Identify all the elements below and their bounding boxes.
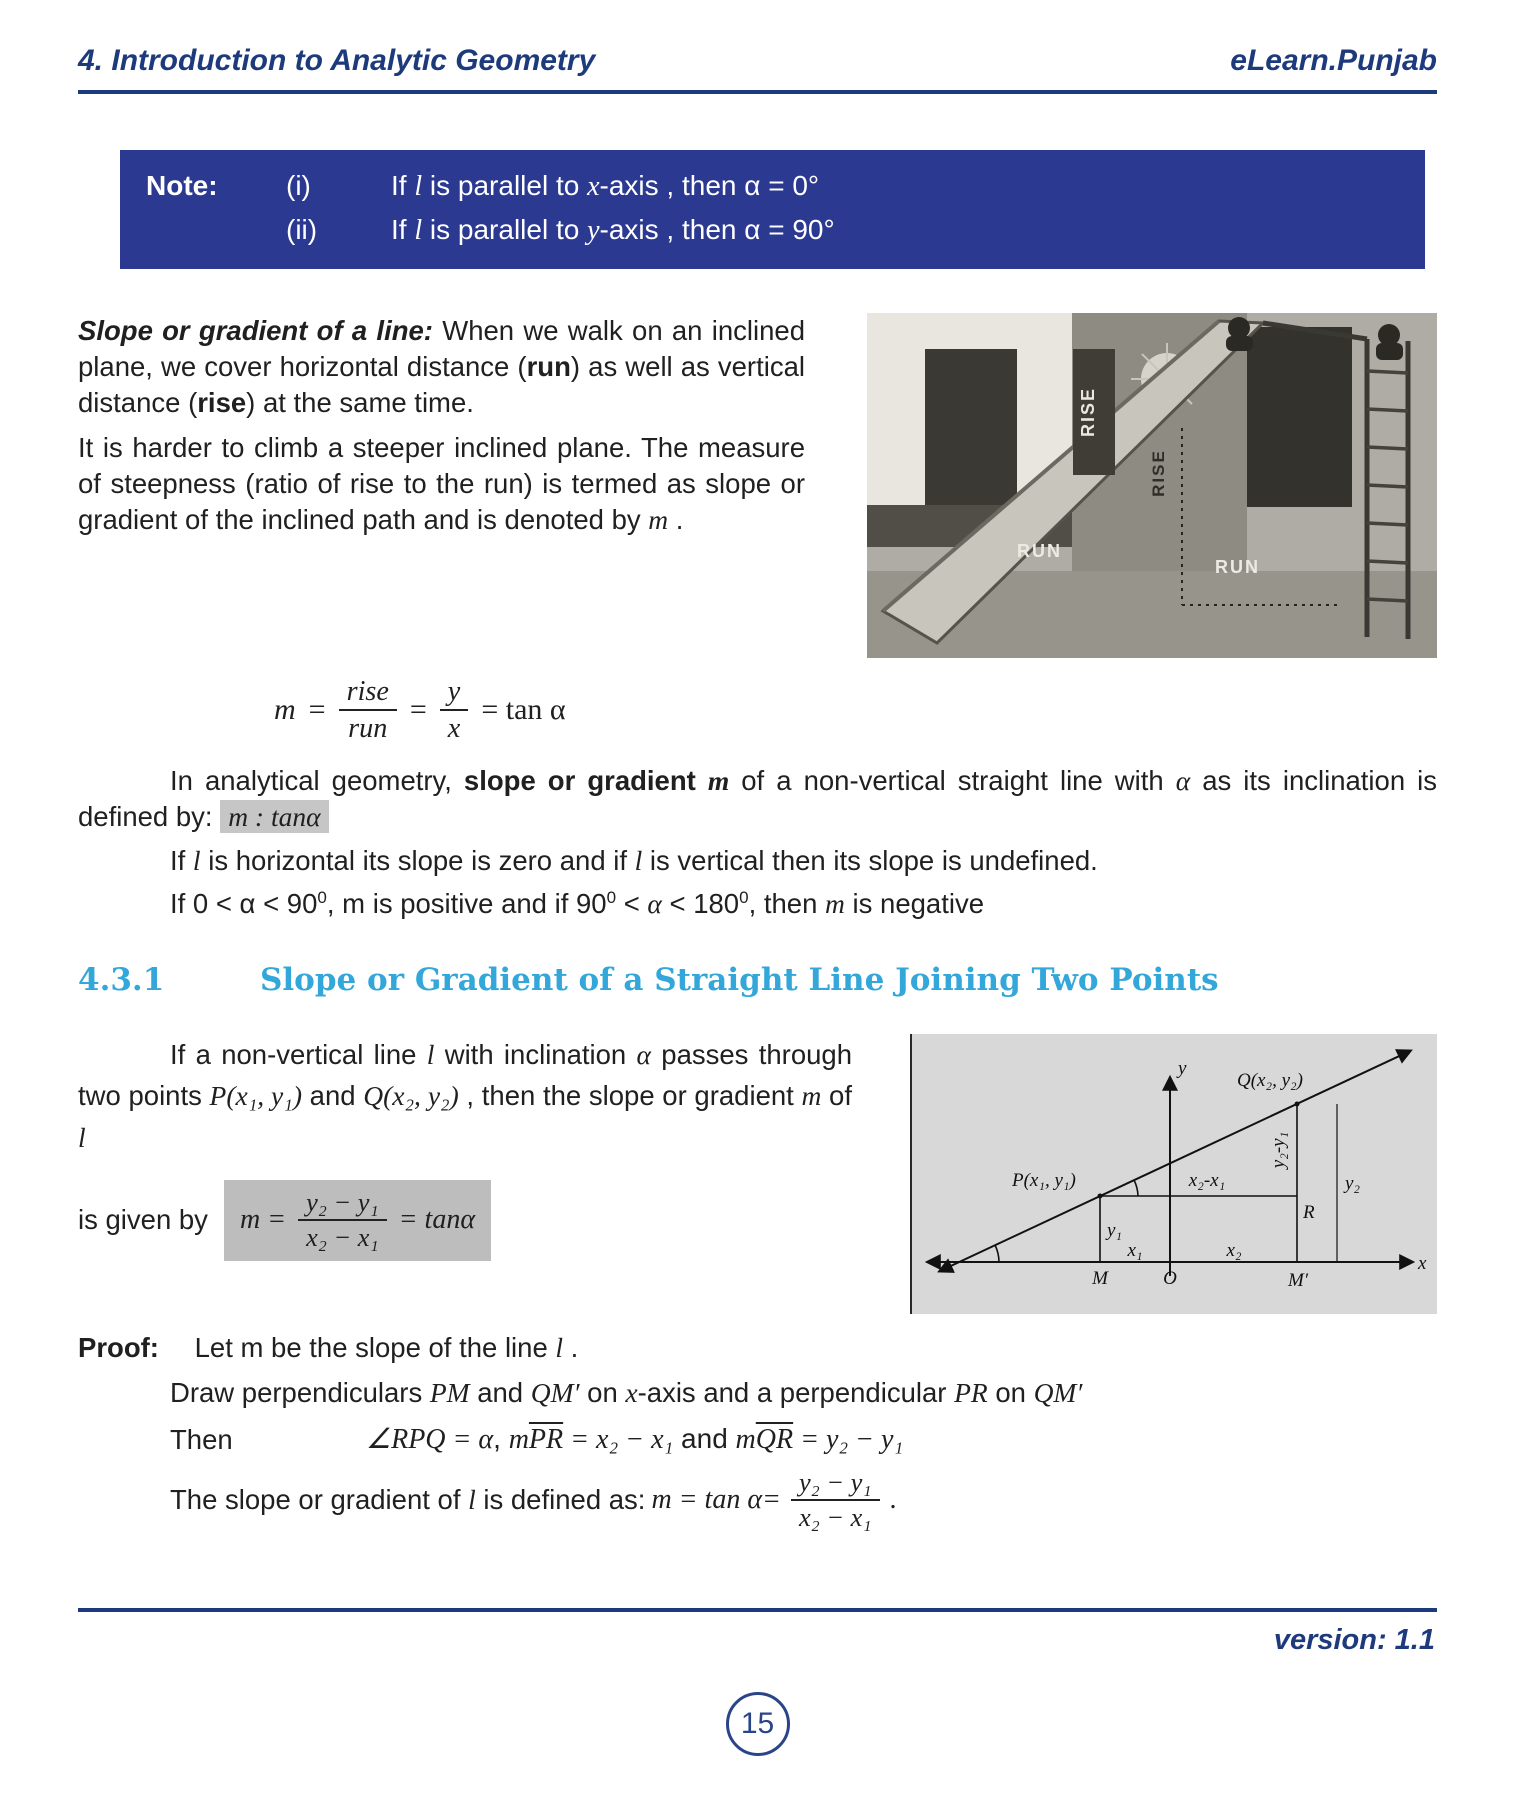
slope-diagram <box>910 1034 1437 1314</box>
note-row <box>146 164 1399 208</box>
tan-alpha: = tan α <box>481 693 566 727</box>
chapter-title: 4. Introduction to Analytic Geometry <box>78 44 596 77</box>
page-number-badge <box>726 1692 790 1756</box>
diagram-label-m: M <box>1092 1268 1108 1290</box>
diagram-label-y2: y₂ <box>1345 1173 1361 1195</box>
note-label: Note: <box>146 170 218 201</box>
page-header <box>0 0 1515 78</box>
final-period: . <box>889 1483 897 1515</box>
proof-section <box>78 1330 1437 1532</box>
proof-label: Proof: <box>78 1332 159 1364</box>
proof-statement-line <box>78 1330 1437 1366</box>
slide-photo <box>867 313 1437 658</box>
formula-lead: is given by <box>78 1204 208 1236</box>
diagram-label-x-axis: x <box>1418 1253 1427 1275</box>
diagram-label-p: P(x₁, y₁) <box>1012 1170 1076 1192</box>
slope-intro-text <box>78 313 805 658</box>
fraction-dy-dx: $\frac{\text{y₂ − y₁}}{\text{x₂ − x₁}}$ <box>298 1188 387 1253</box>
footer-rule <box>78 1608 1437 1612</box>
diagram-label-q: Q(x₂, y₂) <box>1237 1070 1303 1092</box>
fraction-y-x: $\frac{y}{x}$ <box>440 676 469 745</box>
note-box <box>120 150 1425 269</box>
then-label: Then <box>170 1423 233 1455</box>
page-number: 15 <box>740 1707 775 1740</box>
slope-intro-section <box>78 313 1437 658</box>
photo-rise-label-1: RISE <box>1078 386 1098 437</box>
brand-title: eLearn.Punjab <box>1230 44 1437 77</box>
proof-statement: Let m be the slope of the line l . <box>194 1332 579 1364</box>
paragraph-slope-definition: Slope or gradient of a line: When we walk on an inclined plane, we cover horizontal distance (run) as well as vertical distance (rise) at the same time. <box>78 314 805 419</box>
note-item-number: (ii) <box>286 214 318 246</box>
two-points-section <box>78 1034 1437 1314</box>
slope-diagram-figure <box>912 1034 1437 1314</box>
diagram-label-dy: y₂-y₁ <box>1268 1131 1289 1169</box>
proof-then-line <box>170 1421 1437 1459</box>
photo-run-label-1: RUN <box>1017 540 1062 561</box>
diagram-label-o: O <box>1163 1268 1177 1290</box>
section-heading <box>78 962 1437 998</box>
equals-sign: = <box>409 693 427 727</box>
note-item-text: If l is parallel to x-axis , then α = 0° <box>391 170 820 202</box>
slope-ratio-formula <box>274 676 1437 745</box>
final-formula-lhs: m = tan α= <box>651 1483 781 1515</box>
diagram-label-mprime: M′ <box>1288 1270 1308 1292</box>
paragraph-horizontal-vertical: If l is horizontal its slope is zero and if l is vertical then its slope is undefined. <box>170 844 1098 876</box>
note-label-spacer <box>146 208 286 252</box>
final-lead-text: The slope or gradient of l is defined as: <box>170 1483 646 1515</box>
proof-final-line <box>170 1468 1437 1533</box>
section-title: Slope or Gradient of a Straight Line Joining Two Points <box>260 962 1219 999</box>
formula-m-equals: m = <box>239 1204 287 1236</box>
paragraph-two-points: If a non-vertical line l with inclination α passes through two points P(x₁, y₁) and Q(x₂, y₂) , then the slope or gradient m of l <box>78 1039 853 1153</box>
section-number: 4.3.1 <box>78 962 165 999</box>
two-points-text <box>78 1034 852 1261</box>
final-formula <box>651 1468 896 1533</box>
diagram-label-x1: x₁ <box>1127 1240 1143 1262</box>
page-content <box>0 313 1515 1533</box>
fraction-rise-run: $\frac{\text{rise}}{\text{run}}$ <box>339 676 397 745</box>
highlighted-formula <box>224 1180 491 1261</box>
formula-m: m <box>274 693 296 727</box>
diagram-label-x2: x₂ <box>1226 1240 1242 1262</box>
diagram-label-y-axis: y <box>1178 1058 1187 1080</box>
diagram-label-r: R <box>1303 1202 1315 1224</box>
diagram-label-dx: x₂-x₁ <box>1188 1170 1226 1192</box>
proof-draw-line: Draw perpendiculars PM and QM′ on x-axis and a perpendicular PR on QM′ <box>170 1377 1083 1409</box>
diagram-label-y1: y₁ <box>1107 1220 1123 1242</box>
paragraph-steepness: It is harder to climb a steeper inclined plane. The measure of steepness (ratio of rise to the run) is termed as slope or gradient of the inclined path and is denoted by m . <box>78 431 805 536</box>
header-rule <box>78 90 1437 94</box>
then-equation: ∠RPQ = α, $m\overline{PR} = x_2 - x_1$ and $m\overline{QR} = y_2 - y_1$ <box>366 1422 904 1455</box>
two-point-slope-formula <box>78 1180 852 1261</box>
slide-photo-illustration <box>867 313 1437 658</box>
note-item-text: If l is parallel to y-axis , then α = 90° <box>391 214 835 247</box>
note-row <box>146 208 1399 252</box>
photo-rise-label-2: RISE <box>1149 448 1168 497</box>
final-fraction: $\frac{\text{y₂ − y₁}}{\text{x₂ − x₁}}$ <box>791 1468 880 1533</box>
paragraph-slope-sign: If $0 < \alpha < 90^0$, m is positive and if $90^0 < \alpha < 180^0$, then m is negative <box>170 887 985 919</box>
note-item-number: (i) <box>286 170 311 201</box>
equals-tan-alpha: = tanα <box>398 1204 476 1236</box>
version-label: version: 1.1 <box>1273 1624 1435 1656</box>
equals-sign: = <box>308 693 326 727</box>
paragraph-analytic-definition: In analytical geometry, slope or gradient m of a non-vertical straight line with α as its inclination is defined by: m : tanα <box>78 764 1438 833</box>
photo-run-label-2: RUN <box>1215 556 1260 577</box>
